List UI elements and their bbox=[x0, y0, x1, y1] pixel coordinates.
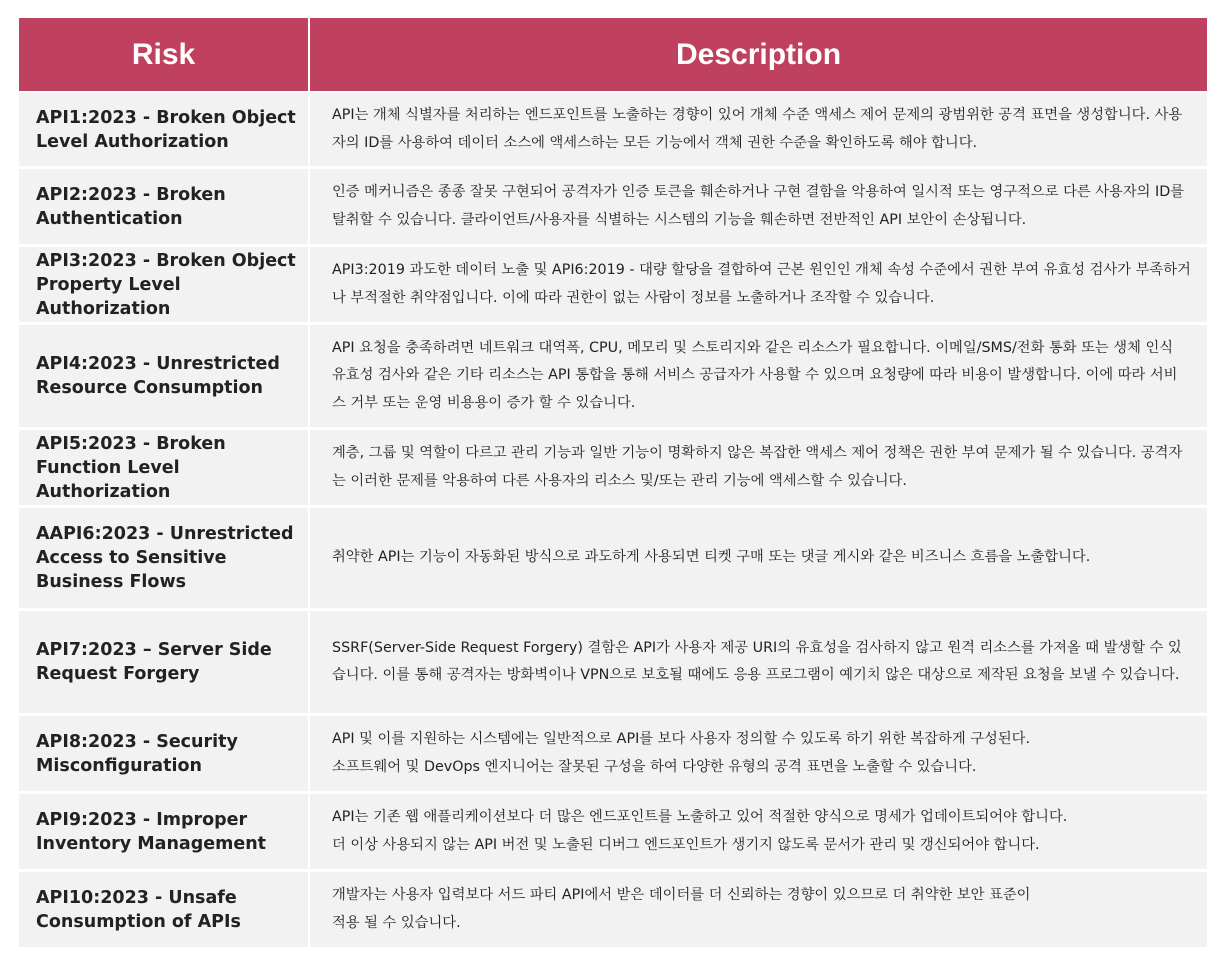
risk-description: API는 기존 웹 애플리케이션보다 더 많은 엔드포인트를 노출하고 있어 적절한 양식으로 명세가 업데이트되어야 합니다. 더 이상 사용되지 않는 API 버전 및 노출된 디버그 엔드포인트가 생기지 않도록 문서가 관리 및 갱신되어야 합니다. bbox=[310, 794, 1207, 872]
risk-description: API3:2019 과도한 데이터 노출 및 API6:2019 - 대량 할당을 결합하여 근본 원인인 개체 속성 수준에서 권한 부여 유효성 검사가 부족하거나 부적절한 취약점입니다. 이에 따라 권한이 없는 사람이 정보를 노출하거나 조작할 수 있습니다. bbox=[310, 247, 1207, 325]
risk-description: API 요청을 충족하려면 네트워크 대역폭, CPU, 메모리 및 스토리지와 같은 리소스가 필요합니다. 이메일/SMS/전화 통화 또는 생체 인식 유효성 검사와 같은 기타 리소스는 API 통합을 통해 서비스 공급자가 사용할 수 있으며 요청량에 따라 비용이 발생합니다. 이에 따라 서비스 거부 또는 운영 비용용이 증가 할 수 있습니다. bbox=[310, 325, 1207, 430]
table-row bbox=[19, 872, 1207, 950]
risk-name: API1:2023 - Broken Object Level Authorization bbox=[19, 93, 310, 169]
risk-name: AAPI6:2023 - Unrestricted Access to Sensitive Business Flows bbox=[19, 508, 310, 611]
risk-column-header: Risk bbox=[19, 18, 310, 93]
table-row bbox=[19, 508, 1207, 611]
risk-name: API3:2023 - Broken Object Property Level Authorization bbox=[19, 247, 310, 325]
table-header-row bbox=[19, 18, 1207, 93]
risk-name: API10:2023 - Unsafe Consumption of APIs bbox=[19, 872, 310, 950]
risk-description: API는 개체 식별자를 처리하는 엔드포인트를 노출하는 경향이 있어 개체 수준 액세스 제어 문제의 광범위한 공격 표면을 생성합니다. 사용자의 ID를 사용하여 데이터 소스에 액세스하는 모든 기능에서 객체 권한 수준을 확인하도록 해야 합니다. bbox=[310, 93, 1207, 169]
table-row bbox=[19, 794, 1207, 872]
risk-description: 계층, 그룹 및 역할이 다르고 관리 기능과 일반 기능이 명확하지 않은 복잡한 액세스 제어 정책은 권한 부여 문제가 될 수 있습니다. 공격자는 이러한 문제를 악용하여 다른 사용자의 리소스 및/또는 관리 기능에 액세스할 수 있습니다. bbox=[310, 430, 1207, 508]
risk-description: 개발자는 사용자 입력보다 서드 파티 API에서 받은 데이터를 더 신뢰하는 경향이 있으므로 더 취약한 보안 표준이 적용 될 수 있습니다. bbox=[310, 872, 1207, 950]
owasp-api-risk-table bbox=[19, 18, 1207, 950]
risk-name: API9:2023 - Improper Inventory Management bbox=[19, 794, 310, 872]
risk-name: API4:2023 - Unrestricted Resource Consumption bbox=[19, 325, 310, 430]
risk-name: API7:2023 – Server Side Request Forgery bbox=[19, 611, 310, 716]
table-row bbox=[19, 430, 1207, 508]
risk-name: API5:2023 - Broken Function Level Authorization bbox=[19, 430, 310, 508]
table-row bbox=[19, 247, 1207, 325]
description-column-header: Description bbox=[310, 18, 1207, 93]
risk-description: SSRF(Server-Side Request Forgery) 결함은 API가 사용자 제공 URI의 유효성을 검사하지 않고 원격 리소스를 가져올 때 발생할 수 있습니다. 이를 통해 공격자는 방화벽이나 VPN으로 보호될 때에도 응용 프로그램이 예기치 않은 대상으로 제작된 요청을 보낼 수 있습니다. bbox=[310, 611, 1207, 716]
table-row bbox=[19, 325, 1207, 430]
table-row bbox=[19, 716, 1207, 794]
table-row bbox=[19, 93, 1207, 169]
risk-name: API2:2023 - Broken Authentication bbox=[19, 169, 310, 247]
risk-description: 취약한 API는 기능이 자동화된 방식으로 과도하게 사용되면 티켓 구매 또는 댓글 게시와 같은 비즈니스 흐름을 노출합니다. bbox=[310, 508, 1207, 611]
risk-description: 인증 메커니즘은 종종 잘못 구현되어 공격자가 인증 토큰을 훼손하거나 구현 결함을 악용하여 일시적 또는 영구적으로 다른 사용자의 ID를 탈취할 수 있습니다. 클라이언트/사용자를 식별하는 시스템의 기능을 훼손하면 전반적인 API 보안이 손상됩니다. bbox=[310, 169, 1207, 247]
table-row bbox=[19, 169, 1207, 247]
risk-description: API 및 이를 지원하는 시스템에는 일반적으로 API를 보다 사용자 정의할 수 있도록 하기 위한 복잡하게 구성된다. 소프트웨어 및 DevOps 엔지니어는 잘못된 구성을 하여 다양한 유형의 공격 표면을 노출할 수 있습니다. bbox=[310, 716, 1207, 794]
table-row bbox=[19, 611, 1207, 716]
risk-name: API8:2023 - Security Misconfiguration bbox=[19, 716, 310, 794]
